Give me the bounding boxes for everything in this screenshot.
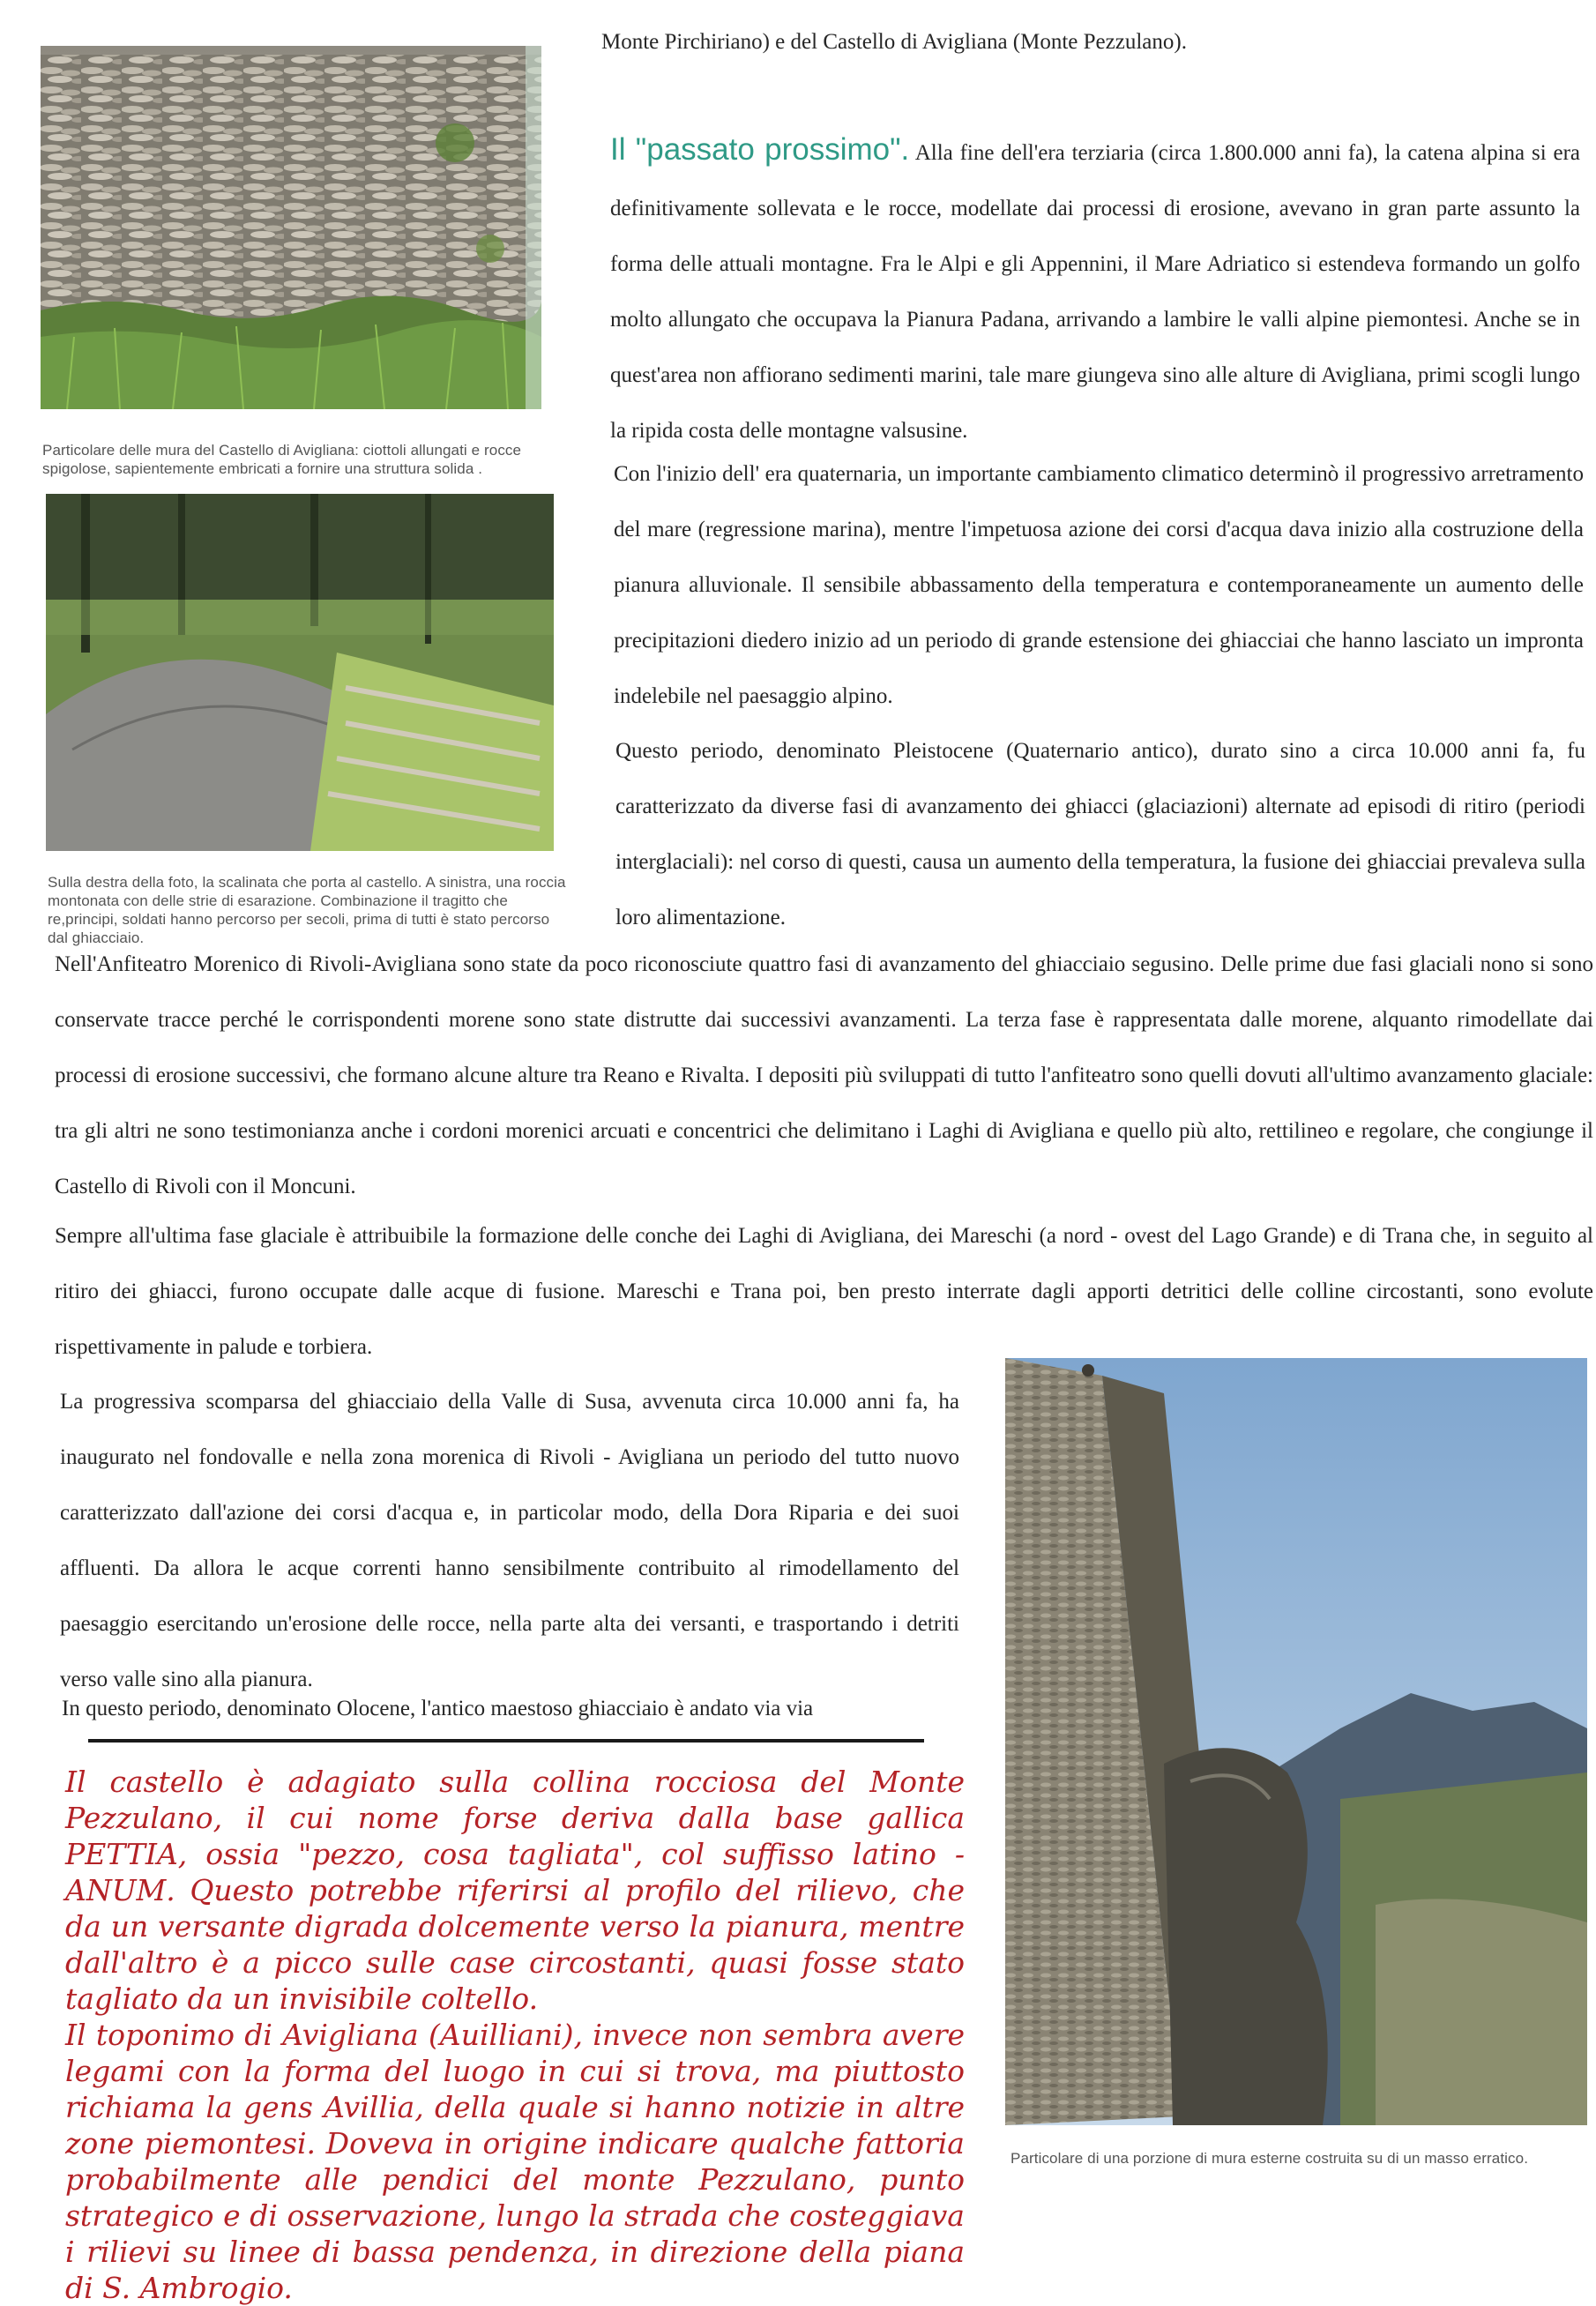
red-text-paragraph-1: Il castello è adagiato sulla collina rocciosa del Monte Pezzulano, il cui nome forse deriva dalla base gallica PETTIA, ossia "pezzo, cosa tagliata", col suffisso latino -ANUM. Questo potrebbe riferirsi al profilo del rilievo, che da un versante digrada dolcemente verso la pianura, mentre dall'altro è a picco sulle case circostanti, quasi fosse stato tagliato da un invisibile coltello. (65, 1765, 965, 2016)
rock-stairs-photo (46, 494, 554, 851)
stone-wall-photo (41, 46, 541, 409)
paragraph-7: In questo periodo, denominato Olocene, l'antico maestoso ghiacciaio è andato via via (62, 1697, 814, 1720)
paragraph-4: Nell'Anfiteatro Morenico di Rivoli-Avigliana sono state da poco riconosciute quattro fasi di avanzamento del ghiacciaio segusino. Delle prime due fasi glaciali nono si sono conservate tracce perché le corrispondenti morene sono state distrutte dai successivi avanzamenti. La terza fase è rappresentata dalle morene, alquanto rimodellate dai processi di erosione successivi, che formano alcune alture tra Reano e Rivalta. I depositi più sviluppati di tutto l'anfiteatro sono quelli dovuti all'ultimo avanzamento glaciale: tra gli altri ne sono testimonianza anche i cordoni morenici arcuati e concentrici che delimitano i Laghi di Avigliana e quello più alto, rettilineo e regolare, che congiunge il Castello di Rivoli con il Moncuni. (55, 952, 1593, 1198)
rock-photo-caption: Sulla destra della foto, la scalinata che porta al castello. A sinistra, una roccia montonata con delle strie di esarazione. Combinazione il tragitto che re,principi, soldati hanno percorso per secoli, prima di tutti è stato percorso dal ghiacciaio. (48, 874, 566, 946)
paragraph-5: Sempre all'ultima fase glaciale è attribuibile la formazione delle conche dei Laghi di Avigliana, dei Mareschi (a nord - ovest del Lago Grande) e di Trana che, in seguito al ritiro dei ghiacci, furono occupate dalle acque di fusione. Mareschi e Trana poi, ben presto interrate dagli apporti detritici delle colline circostanti, sono evolute rispettivamente in palude e torbiera. (55, 1224, 1593, 1359)
paragraph-6: La progressiva scomparsa del ghiacciaio della Valle di Susa, avvenuta circa 10.000 anni fa, ha inaugurato nel fondovalle e nella zona morenica di Rivoli - Avigliana un periodo del tutto nuovo caratterizzato dall'azione dei corsi d'acqua e, in particolar modo, della Dora Riparia e dei suoi affluenti. Da allora le acque correnti hanno sensibilmente contribuito al rimodellamento del paesaggio esercitando un'erosione delle rocce, nella parte alta dei versanti, e trasportando i detriti verso valle sino alla pianura. (60, 1390, 959, 1691)
paragraph-passato-prossimo (610, 122, 1580, 459)
top-line-text: Monte Pirchiriano) e del Castello di Avigliana (Monte Pezzulano). (601, 30, 1187, 54)
paragraph-1-text: Alla fine dell'era terziaria (circa 1.800.000 anni fa), la catena alpina si era definitivamente sollevata e le rocce, modellate dai processi di erosione, avevano in gran parte assunto la forma delle attuali montagne. Fra le Alpi e gli Appennini, il Mare Adriatico si estendeva formando un golfo molto allungato che occupava la Pianura Padana, arrivando a lambire le valli alpine piemontesi. Anche se in quest'area non affiorano sedimenti marini, tale mare giungeva sino alle alture di Avigliana, primi scogli lungo la ripida costa delle montagne valsusine. (610, 141, 1580, 443)
castle-wall-photo (1005, 1358, 1587, 2125)
section-lead-title: Il "passato prossimo". (610, 132, 910, 167)
wall-photo-caption: Particolare delle mura del Castello di Avigliana: ciottoli allungati e rocce spigolose, sapientemente embricati a fornire una struttura solida . (42, 442, 522, 477)
castle-name-origin-text (65, 1764, 965, 2306)
paragraph-2: Con l'inizio dell' era quaternaria, un importante cambiamento climatico determinò il progressivo arretramento del mare (regressione marina), mentre l'impetuosa azione dei corsi d'acqua dava inizio alla costruzione della pianura alluvionale. Il sensibile abbassamento della temperatura e contemporaneamente un aumento delle precipitazioni diedero inizio ad un periodo di grande estensione dei ghiacciai che hanno lasciato un impronta indelebile nel paesaggio alpino. (614, 462, 1584, 708)
castle-photo-caption: Particolare di una porzione di mura esterne costruita su di un masso erratico. (1011, 2150, 1529, 2167)
horizontal-rule (88, 1739, 924, 1743)
paragraph-3: Questo periodo, denominato Pleistocene (Quaternario antico), durato sino a circa 10.000 anni fa, fu caratterizzato da diverse fasi di avanzamento dei ghiacci (glaciazioni) alternate ad episodi di ritiro (periodi interglaciali): nel corso di questi, causa un aumento della temperatura, la fusione dei ghiacciai prevaleva sulla loro alimentazione. (615, 739, 1585, 929)
red-text-paragraph-2: Il toponimo di Avigliana (Auilliani), invece non sembra avere legami con la forma del luogo in cui si trova, ma piuttosto richiama la gens Avillia, della quale si hanno notizie in altre zone piemontesi. Doveva in origine indicare qualche fattoria probabilmente alle pendici del monte Pezzulano, punto strategico e di osservazione, lungo la strada che costeggiava i rilievi su linee di bassa pendenza, in direzione della piana di S. Ambrogio. (65, 2018, 965, 2305)
